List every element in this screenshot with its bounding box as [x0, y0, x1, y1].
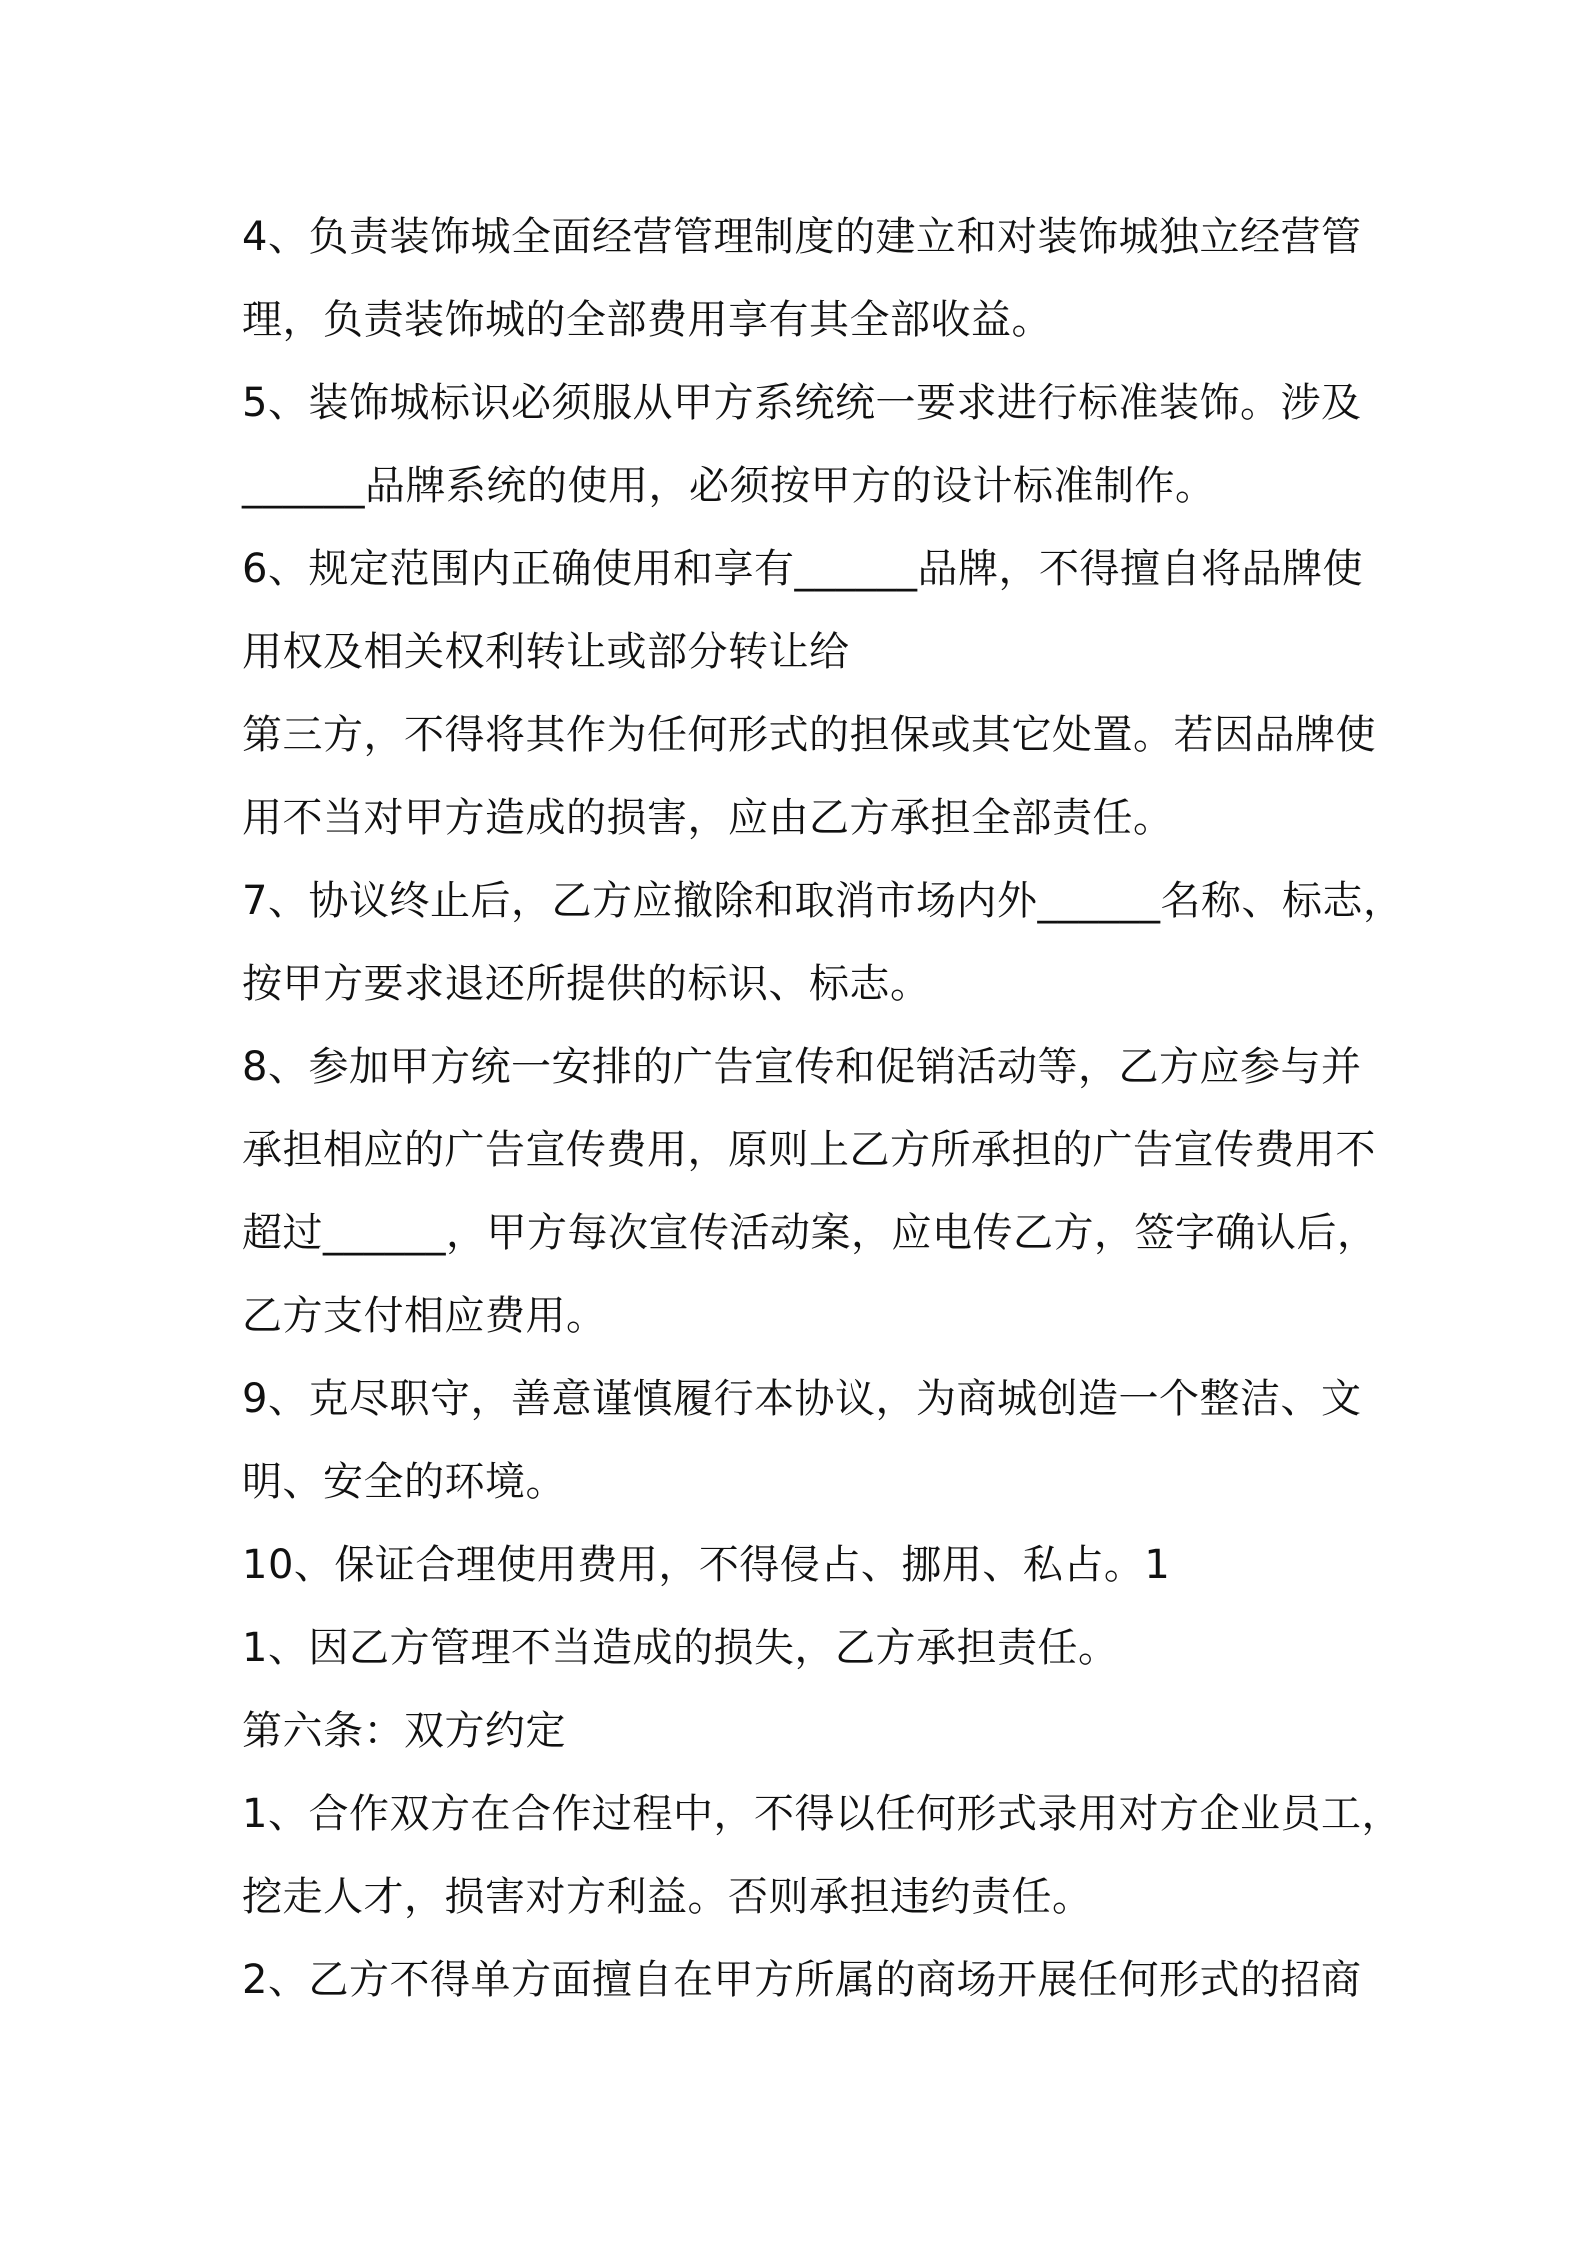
text-line-5: 6、规定范围内正确使用和享有______品牌，不得擅自将品牌使: [242, 546, 1363, 592]
text-line-22: 2、乙方不得单方面擅自在甲方所属的商场开展任何形式的招商: [242, 1957, 1362, 2003]
text-line-12: 承担相应的广告宣传费用，原则上乙方所承担的广告宣传费用不: [242, 1127, 1376, 1173]
text-line-8: 用不当对甲方造成的损害，应由乙方承担全部责任。: [242, 795, 1174, 841]
text-line-20: 1、合作双方在合作过程中，不得以任何形式录用对方企业员工，: [242, 1791, 1402, 1837]
text-line-7: 第三方，不得将其作为任何形式的担保或其它处置。若因品牌使: [242, 712, 1376, 758]
text-line-4: ______品牌系统的使用，必须按甲方的设计标准制作。: [242, 463, 1216, 509]
text-line-3: 5、装饰城标识必须服从甲方系统统一要求进行标准装饰。涉及: [242, 380, 1362, 426]
text-line-13: 超过______，甲方每次宣传活动案，应电传乙方，签字确认后，: [242, 1210, 1378, 1256]
text-line-2: 理，负责装饰城的全部费用享有其全部收益。: [242, 297, 1052, 343]
text-line-21: 挖走人才，损害对方利益。否则承担违约责任。: [242, 1874, 1093, 1920]
text-line-14: 乙方支付相应费用。: [242, 1293, 607, 1339]
text-line-6: 用权及相关权利转让或部分转让给: [242, 629, 850, 675]
text-line-15: 9、克尽职守，善意谨慎履行本协议，为商城创造一个整洁、文: [242, 1376, 1362, 1422]
document-page: [242, 196, 1404, 2022]
text-line-16: 明、安全的环境。: [242, 1459, 566, 1505]
text-line-17: 10、保证合理使用费用，不得侵占、挪用、私占。1: [242, 1542, 1171, 1588]
text-line-1: 4、负责装饰城全面经营管理制度的建立和对装饰城独立经营管: [242, 214, 1362, 260]
text-line-18: 1、因乙方管理不当造成的损失，乙方承担责任。: [242, 1625, 1119, 1671]
text-line-9: 7、协议终止后，乙方应撤除和取消市场内外______名称、标志，: [242, 878, 1404, 924]
text-line-11: 8、参加甲方统一安排的广告宣传和促销活动等，乙方应参与并: [242, 1044, 1362, 1090]
text-line-10: 按甲方要求退还所提供的标识、标志。: [242, 961, 931, 1007]
section-heading: 第六条：双方约定: [242, 1708, 566, 1754]
